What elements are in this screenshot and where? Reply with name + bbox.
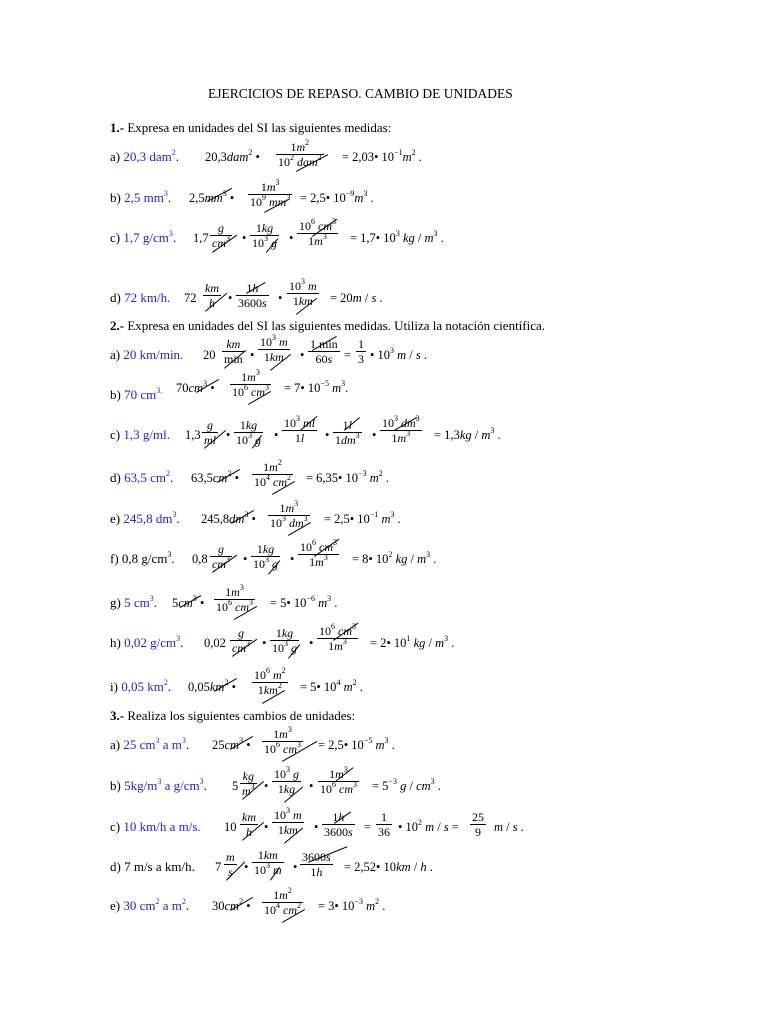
exercise-1a: a) 20,3 dam$^2$. <box>110 148 179 164</box>
exercise-1b: b) 2,5 $mm^3$. <box>110 189 172 205</box>
exercise-2b: b) 70 $cm^{3.}$ <box>110 386 163 402</box>
fraction: $10^6$ $cm^3$ $1m^3$ <box>300 538 337 569</box>
exercise-2f: f) 0,8 $g/cm^3$. <box>110 550 175 566</box>
section-3-heading: 3.- Realiza los siguientes cambios de unidades: <box>110 708 356 723</box>
fraction: $10^6$ $cm^3$ $1m^3$ <box>319 622 356 653</box>
exercise-2d: d) 63,5 $cm^2$. <box>110 469 174 485</box>
fraction: 1km $10^3$ m <box>254 848 282 877</box>
section-text: Expresa en unidades del SI las siguientes medidas: <box>127 120 392 135</box>
fraction: $1m^3$ $10^3$ $dm^3$ <box>270 499 308 530</box>
exercise-2h: h) 0,02 $g/cm^3$. <box>110 634 184 650</box>
fraction: $10^3$ m 1km <box>274 806 302 837</box>
equation-1b: $2,5mm^3$ • <box>189 189 235 205</box>
fraction: km h <box>205 281 219 310</box>
fraction: 1kg $10^3$ g <box>272 626 297 655</box>
fraction: kg $m^3$ <box>242 769 255 798</box>
equation-1a: 20,3dam$^2$ • <box>205 148 260 164</box>
fraction: $10^3$ ml 1l <box>284 414 315 445</box>
exercise-2e: e) 245,8 $dm^3$. <box>110 510 180 526</box>
fraction: g $cm^3$ <box>212 221 230 250</box>
fraction: g $cm^3$ <box>212 542 230 571</box>
fraction: 1kg $10^3$ g <box>236 418 261 447</box>
fraction: 25 9 <box>472 810 484 839</box>
fraction: 1 3 <box>358 337 364 366</box>
fraction: 1l $1dm^3$ <box>335 418 360 447</box>
exercise-3e: e) 30 $cm^2$ a $m^2$. <box>110 897 190 913</box>
exercise-3c: c) 10 km/h a m/s. <box>110 819 201 834</box>
page-title: EJERCICIOS DE REPASO. CAMBIO DE UNIDADES <box>208 86 513 101</box>
fraction: $1m^2$ $10^2$ dam$^2$ <box>278 138 322 169</box>
fraction: $1m^3$ $10^6$ $cm^3$ <box>320 765 357 796</box>
fraction: 1kg $10^3$ g <box>252 221 277 250</box>
fraction: $1m^3$ $10^6$ $cm^3$ <box>216 583 253 614</box>
fraction: 3600s 1h <box>302 850 331 879</box>
fraction: 1 36 <box>378 810 390 839</box>
exercise-1c: c) 1,7 $g/cm^3$. <box>110 229 177 245</box>
fraction: km min <box>224 337 243 366</box>
section-2-heading: 2.- Expresa en unidades del SI las siguientes medidas. Utiliza la notación científica. <box>110 318 546 333</box>
fraction: $10^3$ g 1kg <box>274 765 299 796</box>
fraction: $1m^3$ $10^6$ $cm^3$ <box>264 725 301 756</box>
section-number: 1.- <box>110 120 125 135</box>
fraction: 1kg $10^3$ g <box>253 542 278 571</box>
fraction: $10^6$ $m^2$ $1km^2$ <box>254 666 286 697</box>
fraction: $1m^3$ $10^9$ $mm^3$ <box>250 178 291 209</box>
fraction: 1h 3600s <box>238 281 267 310</box>
fraction: m s <box>226 850 235 879</box>
exercise-value: 20,3 dam$^2$ <box>123 148 176 164</box>
fraction: km h <box>242 810 256 839</box>
section-1-heading <box>110 120 391 136</box>
fraction: $10^3$ m 1km <box>289 277 317 308</box>
exercise-3a: a) 25 $cm^3$ a $m^3$. <box>110 736 190 752</box>
fraction: $10^3$ $dm^3$ $1m^3$ <box>382 414 420 445</box>
fraction: $10^6$ $cm^3$ $1m^3$ <box>299 217 336 248</box>
exercise-label: a) <box>110 149 121 164</box>
exercise-1d: d) 72 km/h. <box>110 290 171 305</box>
fraction: $10^3$ m 1km <box>260 333 288 364</box>
fraction: $1m^3$ $10^6$ $cm^3$ <box>232 368 269 399</box>
fraction: 1h 3600s <box>324 810 353 839</box>
exercise-2c: c) 1,3 g/ml. <box>110 427 170 442</box>
exercise-2i: i) 0,05 $km^2$. <box>110 678 172 694</box>
fraction: 1 min 60s <box>310 337 338 366</box>
exercise-3b: b) $5kg/m^3$ a $g/cm^3$. <box>110 777 207 793</box>
exercise-3d: d) 7 m/s a km/h. <box>110 859 195 874</box>
fraction: $1m^2$ $10^4$ $cm^2$ <box>264 886 301 917</box>
fraction: $1m^2$ $10^4$ $cm^2$ <box>254 458 291 489</box>
equation-result: = 2,03• $10^{-1}m^2$ . <box>342 148 422 164</box>
fraction: g ml <box>204 418 216 447</box>
exercise-2g: g) 5 $cm^3$. <box>110 594 157 610</box>
fraction: g $cm^3$ <box>232 626 250 655</box>
exercise-2a: a) 20 km/min. <box>110 347 184 362</box>
